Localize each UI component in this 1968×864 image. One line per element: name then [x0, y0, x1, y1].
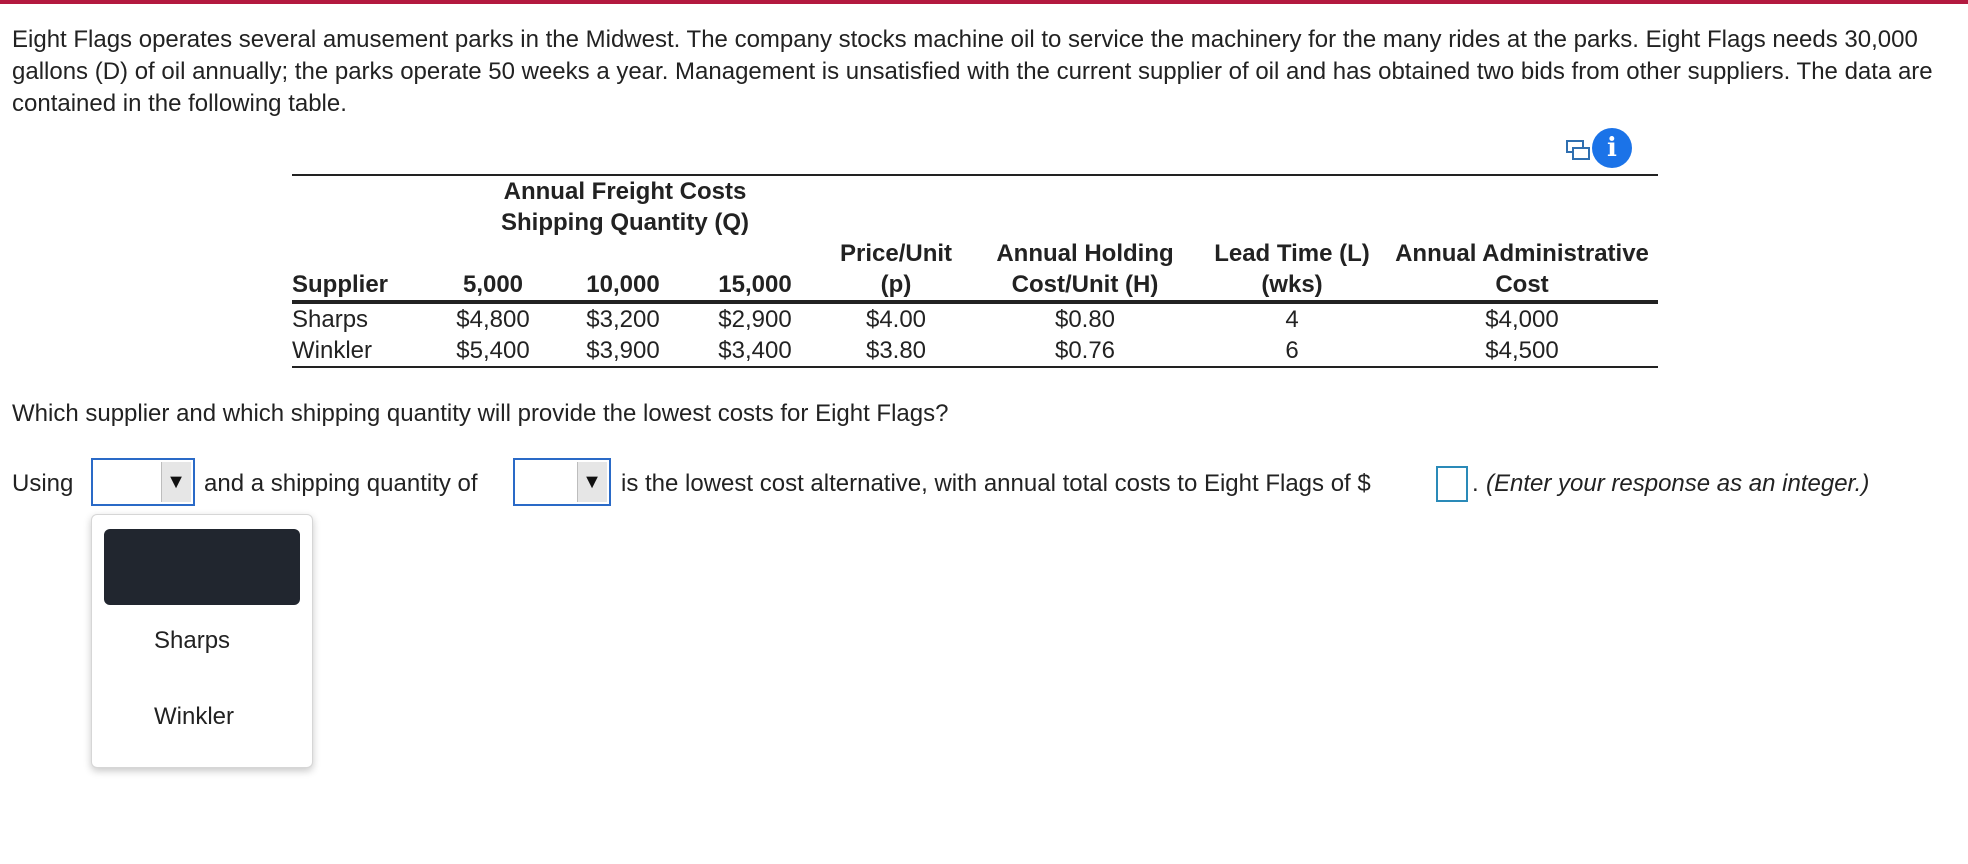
table-row-winkler [292, 335, 1658, 367]
freight-cost-10000: $3,900 [556, 335, 690, 367]
freight-cost-10000: $3,200 [586, 306, 660, 333]
answer-suffix: is the lowest cost alternative, with annual total costs to Eight Flags of $ [621, 470, 1371, 497]
quantity-select[interactable] [513, 458, 611, 506]
freight-cost-15000: $3,400 [690, 335, 820, 367]
admin-header-line1: Annual Administrative [1395, 240, 1649, 267]
header-row-group [292, 175, 1658, 238]
problem-statement: Eight Flags operates several amusement parks in the Midwest. The company stocks machine oil to service the machinery for the many rides at the parks. Eight Flags needs 30,000 gallons (D) of oil annually; the parks operate 50 weeks a year. Management is unsatisfied with the current supplier of oil and has obtained two bids from other suppliers. The data are contained in the following table. [12, 26, 1933, 117]
admin-cost-cell: $4,000 [1485, 306, 1559, 333]
holding-cost-cell: $0.80 [1054, 306, 1116, 333]
info-glyph: i [1607, 133, 1617, 163]
copy-icon[interactable] [1564, 138, 1592, 162]
info-icon[interactable] [1592, 128, 1632, 168]
lead-time-cell: 4 [1285, 306, 1299, 333]
dropdown-option-sharps[interactable]: Sharps [154, 627, 231, 654]
supplier-cell: Winkler [292, 335, 430, 367]
price-cell: $4.00 [865, 306, 927, 333]
answer-prefix: Using [12, 470, 74, 497]
lead-time-cell: 6 [1198, 335, 1386, 367]
quantity-header-10000: 10,000 [556, 269, 690, 302]
dropdown-option-winkler[interactable]: Winkler [154, 703, 235, 730]
quantity-select-button[interactable] [577, 462, 607, 502]
group-header-line1: Annual Freight Costs [503, 178, 747, 205]
supplier-cell: Sharps [292, 306, 369, 333]
chevron-down-icon: ▼ [582, 471, 602, 493]
supplier-data-table [292, 174, 1658, 368]
answer-period: . [1472, 470, 1479, 497]
lead-header-line2: (wks) [1198, 269, 1386, 302]
chevron-down-icon: ▼ [166, 471, 186, 493]
group-header-line2: Shipping Quantity (Q) [501, 209, 749, 236]
question-text: Which supplier and which shipping quantity will provide the lowest costs for Eight Flags? [12, 400, 949, 427]
supplier-dropdown-menu [91, 514, 313, 768]
answer-middle-text: and a shipping quantity of [204, 470, 478, 497]
admin-cost-cell: $4,500 [1386, 335, 1658, 367]
table-toolbar [1560, 128, 1630, 168]
price-header-line1: Price/Unit [839, 240, 953, 267]
answer-note: (Enter your response as an integer.) [1486, 470, 1870, 497]
price-header-line2: (p) [820, 269, 972, 302]
supplier-select-button[interactable] [161, 462, 191, 502]
dropdown-option-blank[interactable] [104, 529, 300, 605]
freight-cost-5000: $5,400 [430, 335, 556, 367]
supplier-header: Supplier [292, 269, 430, 302]
quantity-header-15000: 15,000 [690, 269, 820, 302]
lead-header-line1: Lead Time (L) [1214, 240, 1370, 267]
header-row-upper [292, 238, 1658, 269]
holding-header-line2: Cost/Unit (H) [972, 269, 1198, 302]
admin-header-line2: Cost [1386, 269, 1658, 302]
total-cost-input[interactable] [1436, 466, 1468, 502]
header-row-lower [292, 269, 1658, 302]
holding-header-line1: Annual Holding [996, 240, 1174, 267]
supplier-select[interactable] [91, 458, 195, 506]
holding-cost-cell: $0.76 [972, 335, 1198, 367]
price-cell: $3.80 [820, 335, 972, 367]
freight-cost-5000: $4,800 [456, 306, 530, 333]
freight-cost-15000: $2,900 [718, 306, 792, 333]
top-border [0, 0, 1968, 4]
table-row-sharps [292, 302, 1658, 335]
quantity-header-5000: 5,000 [430, 269, 556, 302]
